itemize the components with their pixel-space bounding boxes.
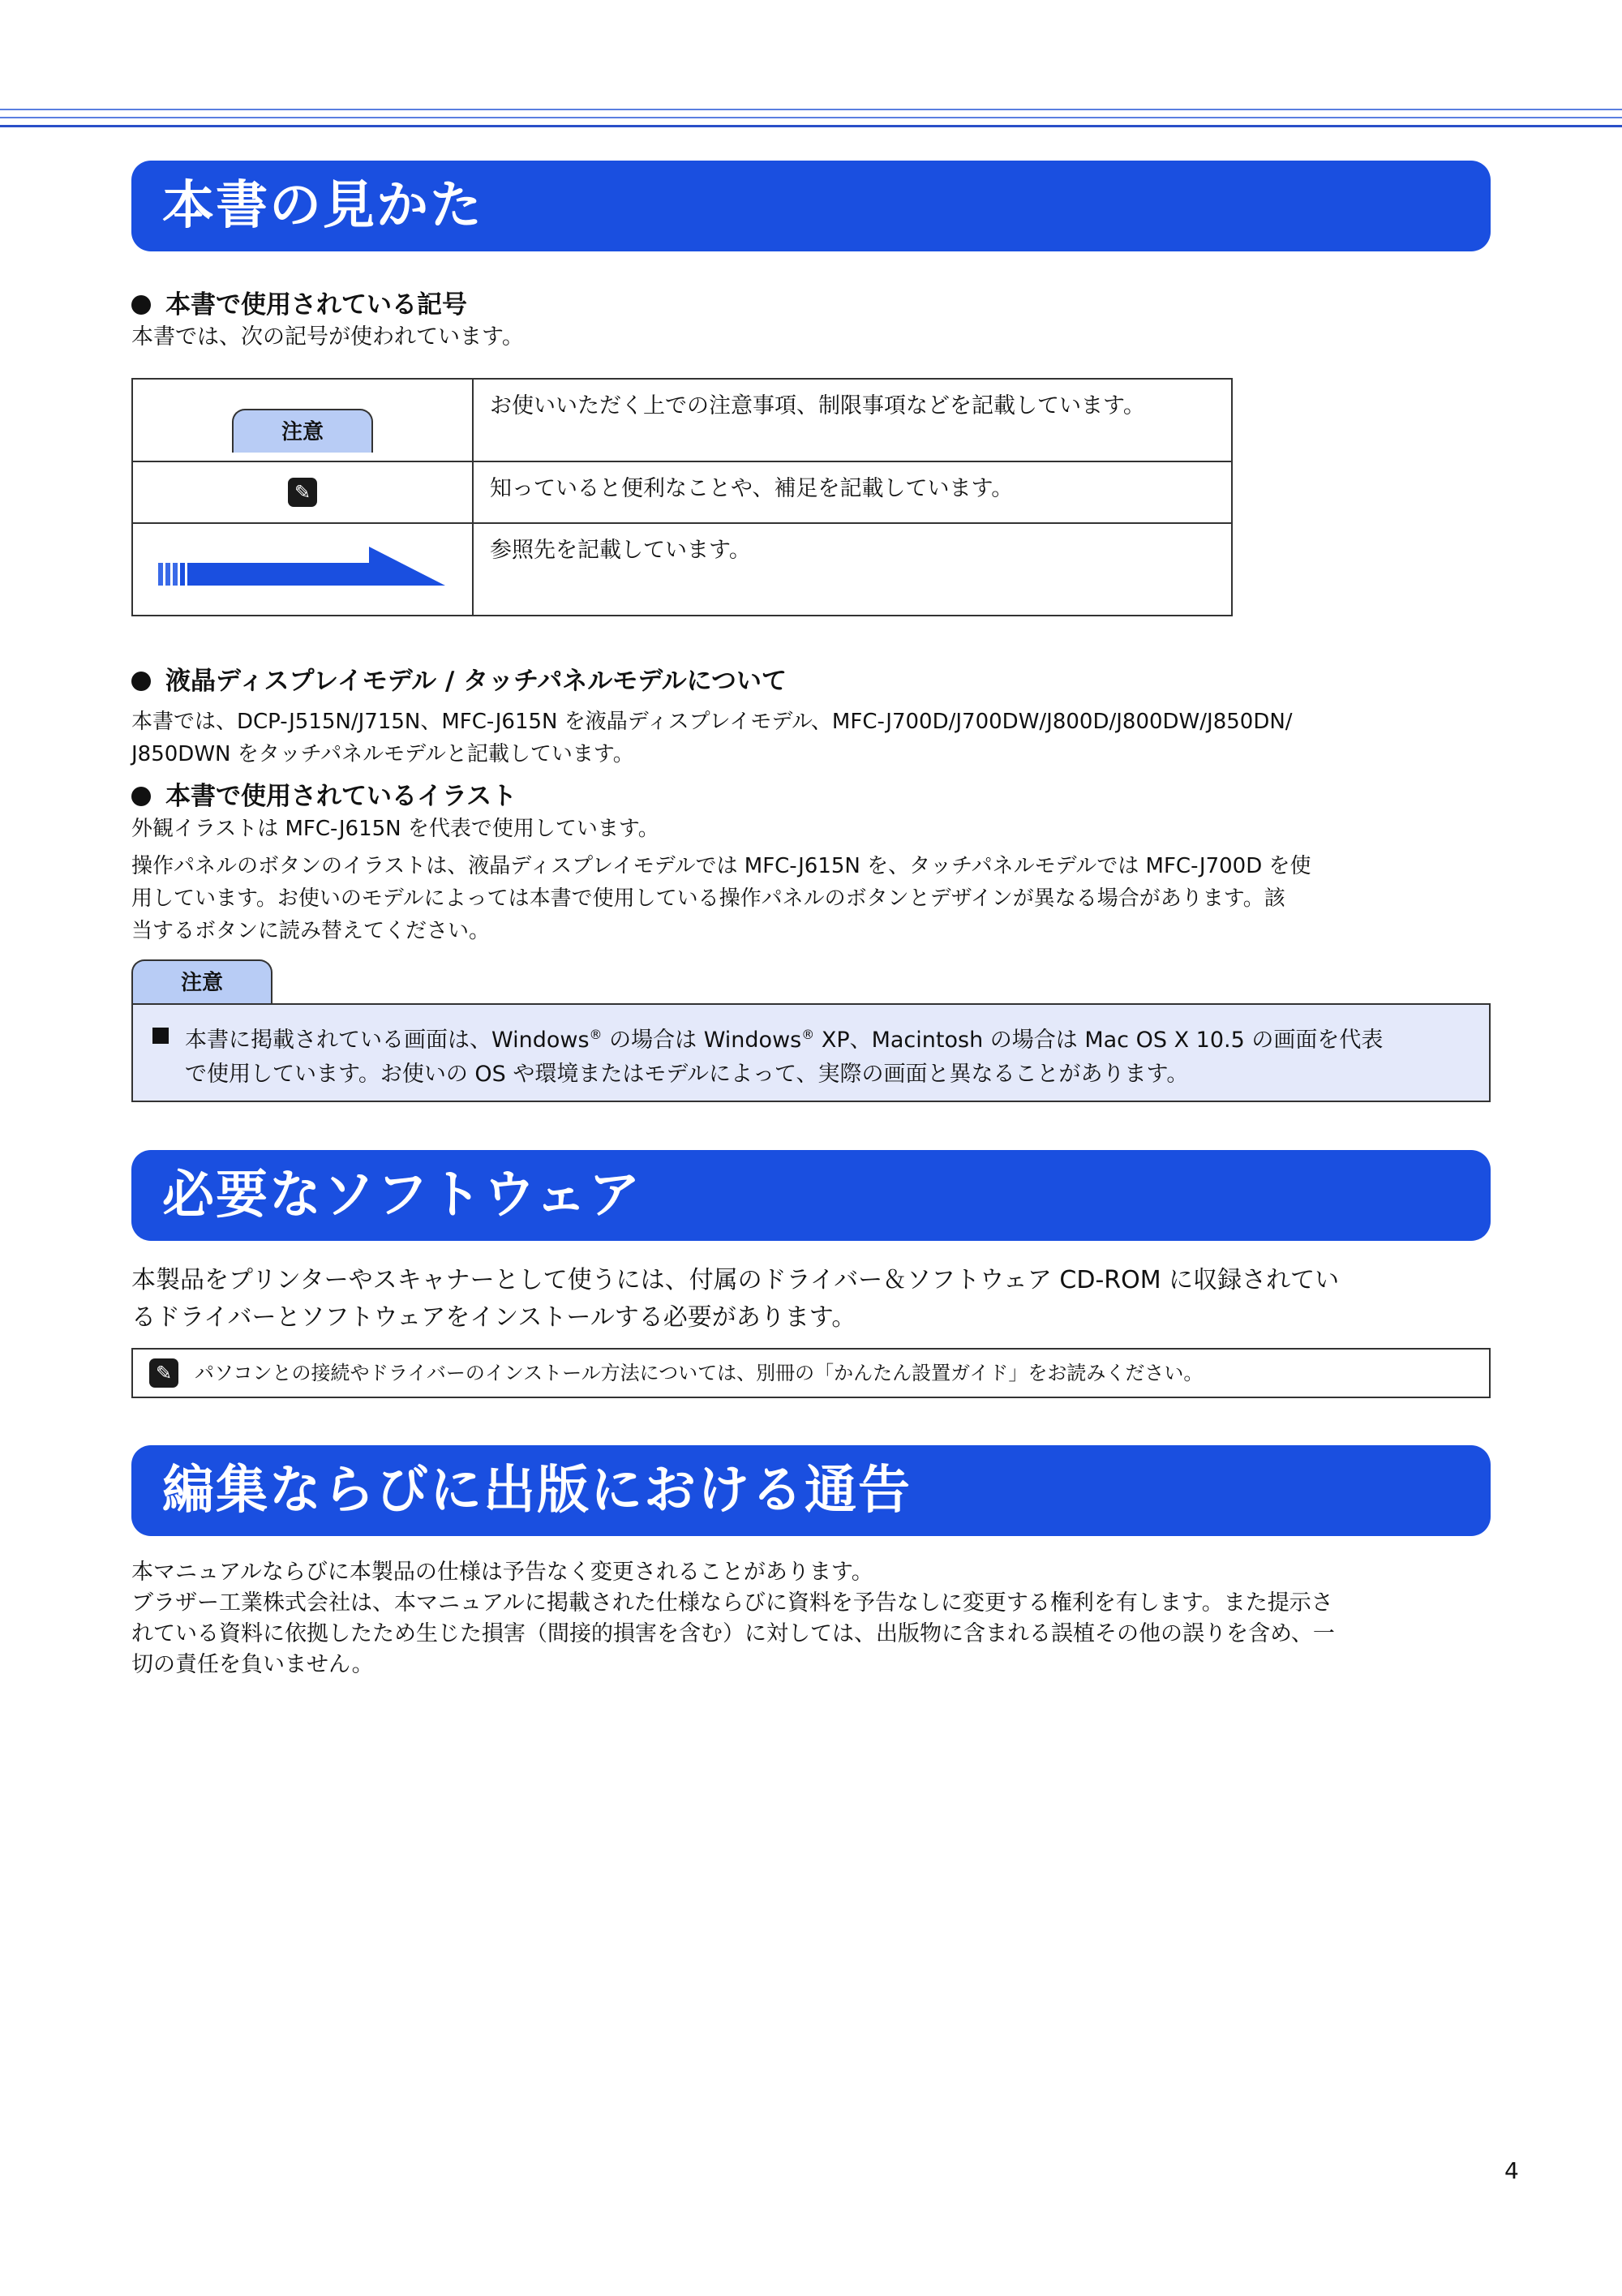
table-row xyxy=(132,523,1232,616)
section-title-software: 必要なソフトウェア xyxy=(131,1150,1491,1241)
caution-tab: 注意 xyxy=(131,959,272,1003)
heading-models: 液晶ディスプレイモデル / タッチパネルモデルについて xyxy=(131,660,787,697)
page-number: 4 xyxy=(1504,2157,1519,2184)
heading-symbols: 本書で使用されている記号 xyxy=(131,284,467,320)
section-title-notice: 編集ならびに出版における通告 xyxy=(131,1445,1491,1536)
heading-illustrations: 本書で使用されているイラスト xyxy=(131,775,517,812)
memo-icon: ✎ xyxy=(288,478,317,507)
bullet-icon xyxy=(131,787,151,806)
bullet-icon xyxy=(131,672,151,691)
header-rules xyxy=(0,109,1622,133)
section-title-how-to-read: 本書の見かた xyxy=(131,161,1491,251)
symbols-intro: 本書では、次の記号が使われています。 xyxy=(131,324,524,350)
reference-arrow-icon xyxy=(157,545,448,597)
software-text: 本製品をプリンターやスキャナーとして使うには、付属のドライバー＆ソフトウェア CD-ROM に収録されてい るドライバーとソフトウェアをインストールする必要があります。 xyxy=(131,1266,1340,1332)
symbol-description: 参照先を記載しています。 xyxy=(473,523,1232,616)
table-row xyxy=(132,379,1232,461)
square-bullet-icon xyxy=(152,1028,169,1044)
models-text: 本書では、DCP-J515N/J715N、MFC-J615N を液晶ディスプレイモデル、MFC-J700D/J700DW/J800D/J800DW/J850DN/ J850DWN をタッチパネルモデルと記載しています。 xyxy=(131,710,1293,766)
symbol-description: 知っていると便利なことや、補足を記載しています。 xyxy=(473,461,1232,523)
illustrations-text: 外観イラストは MFC-J615N を代表で使用しています。 操作パネルのボタンのイラストは、液晶ディスプレイモデルでは MFC-J615N を、タッチパネルモデルでは MFC-J700D を使 用しています。お使いのモデルによっては本書で使用している操作パネルのボタンとデザインが異なる場合があります。該 当するボタンに読み替えてください。 xyxy=(131,817,1311,943)
table-row xyxy=(132,461,1232,523)
symbols-table xyxy=(131,378,1233,616)
caution-note: 本書に掲載されている画面は、Windows® の場合は Windows® XP、Macintosh の場合は Mac OS X 10.5 の画面を代表 で使用しています。お使いの OS や環境またはモデルによって、実際の画面と異なることがあります。 xyxy=(131,1003,1491,1102)
memo-box: ✎ パソコンとの接続やドライバーのインストール方法については、別冊の「かんたん設置ガイド」をお読みください。 xyxy=(131,1348,1491,1398)
symbol-description: お使いいただく上での注意事項、制限事項などを記載しています。 xyxy=(473,379,1232,461)
notice-text: 本マニュアルならびに本製品の仕様は予告なく変更されることがあります。 ブラザー工業株式会社は、本マニュアルに掲載された仕様ならびに資料を予告なしに変更する権利を有します。また提示さ れている資料に依拠したため生じた損害（間接的損害を含む）に対しては、出版物に含まれる誤植その他の誤りを含め、一 切の責任を負いません。 xyxy=(131,1560,1335,1677)
bullet-icon xyxy=(131,295,151,315)
caution-tab-icon: 注意 xyxy=(232,409,373,453)
memo-icon: ✎ xyxy=(149,1358,178,1388)
